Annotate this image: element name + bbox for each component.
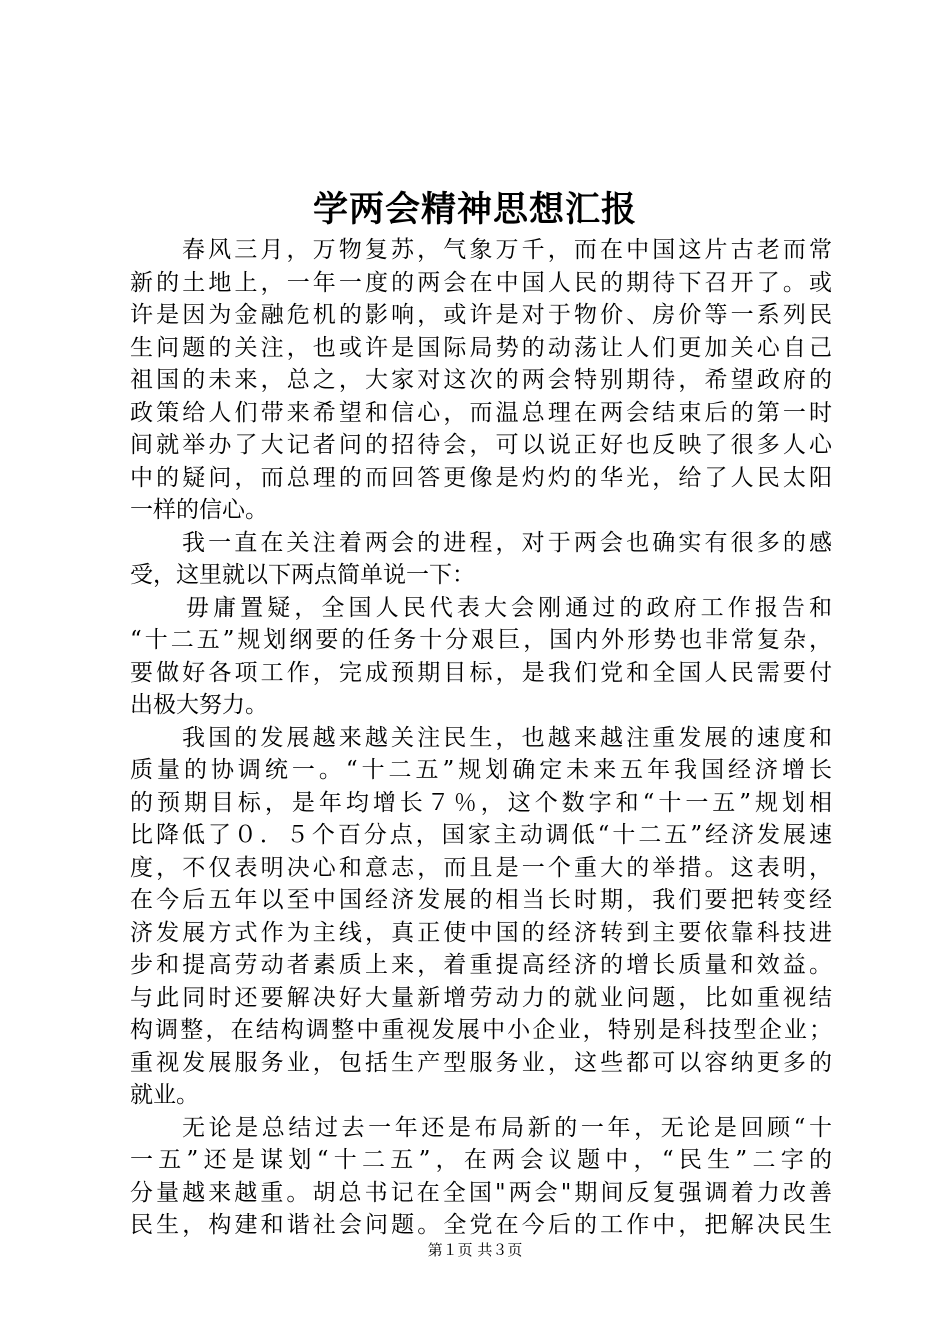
page-footer <box>0 1240 950 1260</box>
paragraph-5-line-1: 无论是总结过去一年还是布局新的一年，无论是回顾“十 <box>182 1114 832 1141</box>
paragraph-1-line-2: 新的土地上，一年一度的两会在中国人民的期待下召开了。或 <box>130 269 832 296</box>
paragraph-1-line-3: 许是因为金融危机的影响，或许是对于物价、房价等一系列民 <box>130 302 832 328</box>
paragraph-3-line-4: 出极大努力。 <box>130 692 268 718</box>
paragraph-4-line-10: 构调整，在结构调整中重视发展中小企业，特别是科技型企业； <box>130 1017 832 1043</box>
paragraph-3-line-2: “十二五”规划纲要的任务十分艰巨，国内外形势也非常复杂， <box>130 627 832 653</box>
paragraph-3-line-1: 毋庸置疑，全国人民代表大会刚通过的政府工作报告和 <box>186 594 832 621</box>
paragraph-1-line-8: 中的疑问，而总理的而回答更像是灼灼的华光，给了人民太阳 <box>130 464 832 491</box>
paragraph-1-line-9: 一样的信心。 <box>130 497 268 523</box>
paragraph-1-line-7: 间就举办了大记者问的招待会，可以说正好也反映了很多人心 <box>130 432 832 458</box>
paragraph-1-line-6: 政策给人们带来希望和信心，而温总理在两会结束后的第一时 <box>130 399 832 426</box>
paragraph-4-line-11: 重视发展服务业，包括生产型服务业，这些都可以容纳更多的 <box>130 1049 832 1076</box>
paragraph-4-line-12: 就业。 <box>130 1082 199 1108</box>
paragraph-3-line-3: 要做好各项工作，完成预期目标，是我们党和全国人民需要付 <box>130 659 832 686</box>
paragraph-5-line-3: 分量越来越重。胡总书记在全国"两会"期间反复强调着力改善 <box>130 1179 832 1206</box>
document-title: 学两会精神思想汇报 <box>312 189 637 230</box>
paragraph-4-line-4: 比降低了０．５个百分点，国家主动调低“十二五”经济发展速 <box>130 822 832 848</box>
paragraph-4-line-7: 济发展方式作为主线，真正使中国的经济转到主要依靠科技进 <box>130 919 832 946</box>
page-indicator: 第１页 共３页 <box>427 1241 523 1259</box>
document-body <box>130 234 832 1242</box>
paragraph-4-line-6: 在今后五年以至中国经济发展的相当长时期，我们要把转变经 <box>130 887 832 913</box>
paragraph-1-line-4: 生问题的关注，也或许是国际局势的动荡让人们更加关心自己 <box>130 334 832 361</box>
paragraph-4-line-9: 与此同时还要解决好大量新增劳动力的就业问题，比如重视结 <box>130 984 832 1011</box>
paragraph-4-line-2: 质量的协调统一。“十二五”规划确定未来五年我国经济增长 <box>130 757 832 783</box>
paragraph-4-line-8: 步和提高劳动者素质上来，着重提高经济的增长质量和效益。 <box>130 952 832 978</box>
paragraph-4-line-5: 度，不仅表明决心和意志，而且是一个重大的举措。这表明， <box>130 854 832 881</box>
paragraph-2-line-2: 受，这里就以下两点简单说一下： <box>130 562 475 588</box>
paragraph-2-line-1: 我一直在关注着两会的进程，对于两会也确实有很多的感 <box>182 529 832 556</box>
paragraph-1-line-1: 春风三月，万物复苏，气象万千，而在中国这片古老而常 <box>182 237 832 263</box>
paragraph-1-line-5: 祖国的未来，总之，大家对这次的两会特别期待，希望政府的 <box>130 367 832 393</box>
paragraph-5-line-2: 一五”还是谋划“十二五”，在两会议题中，“民生”二字的 <box>130 1147 832 1173</box>
paragraph-4-line-3: 的预期目标，是年均增长７％，这个数字和“十一五”规划相 <box>130 789 832 816</box>
paragraph-4-line-1: 我国的发展越来越关注民生，也越来越注重发展的速度和 <box>182 724 832 751</box>
paragraph-5-line-4: 民生，构建和谐社会问题。全党在今后的工作中，把解决民生 <box>130 1212 832 1238</box>
